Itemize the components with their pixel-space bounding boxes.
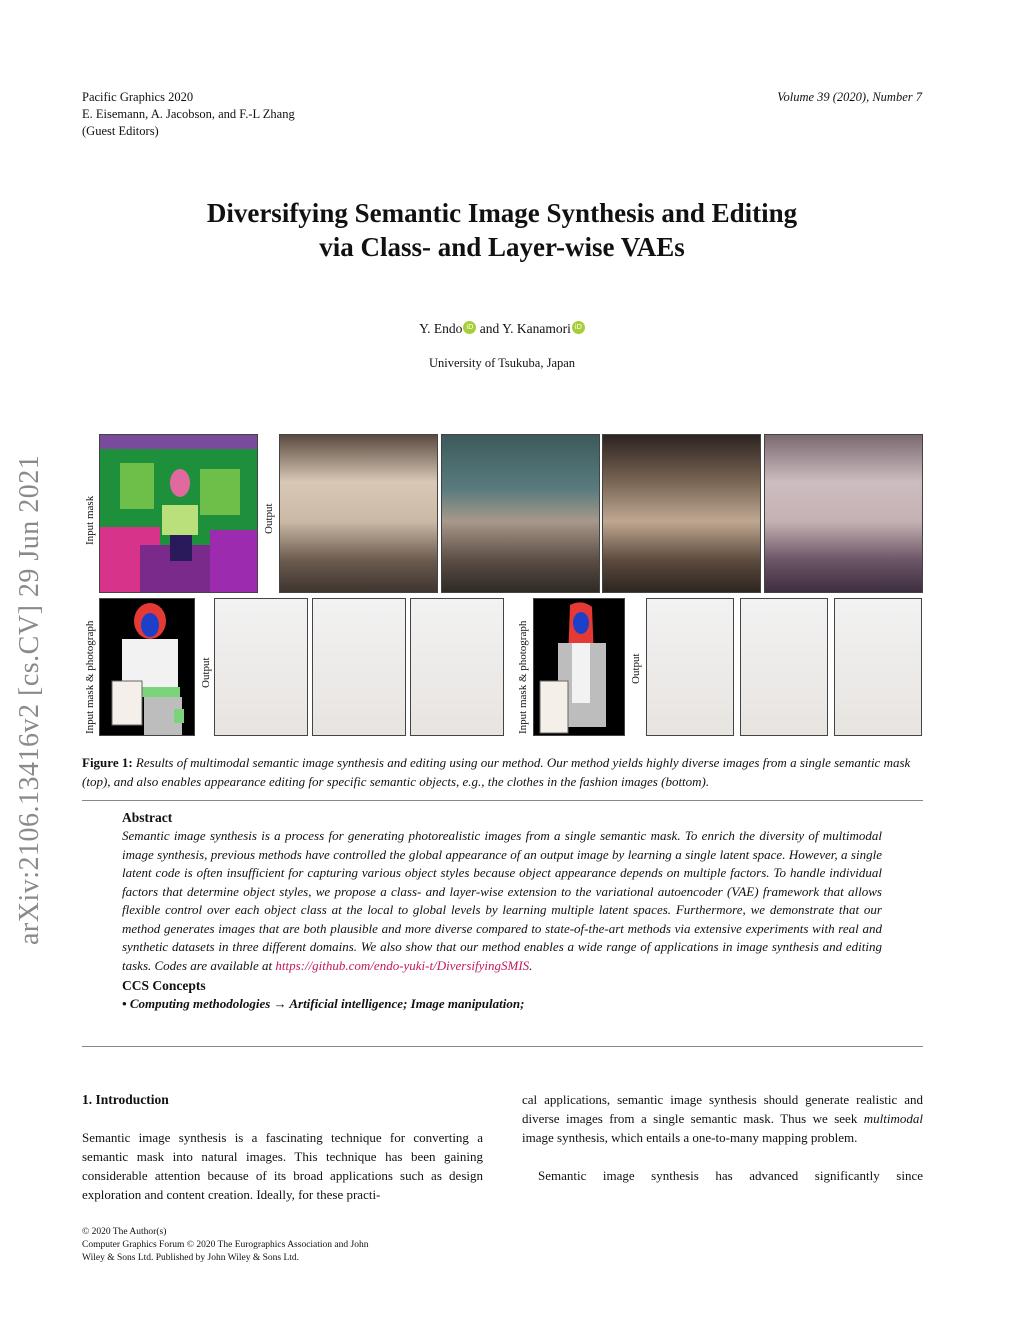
figure-caption [82,753,923,791]
title-line-1: Diversifying Semantic Image Synthesis and Editing [206,198,798,228]
journal-header [82,89,295,140]
paper-title [0,196,1004,264]
author-2: Y. Kanamori [502,321,571,336]
label-input-mask-photo: Input mask & photograph [517,620,529,734]
divider [82,800,923,801]
output-fashion-2 [312,598,406,736]
section-heading: 1. Introduction [82,1092,169,1107]
mask-room-graphic [100,435,258,593]
intro-paragraph-2 [522,1090,923,1147]
intro-column-2 [522,1090,923,1185]
mask-fashion-graphic [534,599,625,736]
abstract-section [122,808,882,1013]
divider [82,1046,923,1047]
output-room-3 [602,434,761,593]
abstract-heading: Abstract [122,810,173,825]
header-line: (Guest Editors) [82,124,159,138]
output-room-2 [441,434,600,593]
ccs-item-a: Computing methodologies [129,996,271,1011]
mask-fashion-graphic [100,599,195,736]
arxiv-stamp: arXiv:2106.13416v2 [cs.CV] 29 Jun 2021 [14,454,45,945]
ccs-heading: CCS Concepts [122,978,206,993]
output-room-4 [764,434,923,593]
arrow-icon: → [273,996,287,1011]
ccs-item-b: Artificial intelligence; Image manipulation; [289,996,525,1011]
affiliation: University of Tsukuba, Japan [428,356,576,370]
author-1: Y. Endo [419,321,463,336]
orcid-icon[interactable]: iD [463,321,476,334]
output-fashion-3 [410,598,504,736]
intro-paragraph-1: Semantic image synthesis is a fascinating technique for converting a semantic mask into natural images. This technique has been gaining considerable attention because of its broad applications such as design exploration and content creation. Ideally, for these practi- [82,1130,483,1202]
ccs-concepts [122,995,882,1013]
semantic-mask-fashion-1 [99,598,195,736]
caption-label: Figure 1: [82,755,133,770]
intro-paragraph-3: Semantic image synthesis has advanced significantly since [538,1168,923,1183]
footer-line: Wiley & Sons Ltd. Published by John Wiley & Sons Ltd. [82,1253,300,1263]
label-output: Output [630,653,642,684]
volume-info: Volume 39 (2020), Number 7 [777,90,922,104]
abstract-text: Semantic image synthesis is a process for generating photorealistic images from a single semantic mask. To enrich the diversity of multimodal image synthesis, previous methods have controlled the global appearance of an output image by learning a single latent space. However, a single latent code is often insufficient for capturing various object styles because object appearance depends on multiple factors. To handle individual factors that determine object styles, we propose a class- and layer-wise extension to the variational autoencoder (VAE) framework that allows flexible control over each object class at the local to global levels by learning multiple latent spaces. Furthermore, we demonstrate that our method generates images that are both plausible and more diverse compared to state-of-the-art methods via extensive experiments with real and synthetic datasets in three different domains. We also show that our method enables a wide range of applications in image synthesis and editing tasks. Codes are available at [122,828,882,973]
header-line: E. Eisemann, A. Jacobson, and F.-L Zhang [82,107,295,121]
authors [0,321,1004,337]
copyright-footer [82,1226,368,1265]
label-input-mask-photo: Input mask & photograph [84,620,96,734]
emphasis: multimodal [863,1111,924,1126]
ccs-bullet: • [122,996,127,1011]
output-fashion-4 [646,598,734,736]
abstract-end: . [529,957,533,973]
abstract-body [122,827,882,975]
label-output: Output [263,503,275,534]
output-fashion-1 [214,598,308,736]
header-line: Pacific Graphics 2020 [82,90,194,104]
code-link[interactable]: https://github.com/endo-yuki-t/DiversifyingSMIS [275,957,530,973]
intro-column-1 [82,1090,483,1204]
label-output: Output [200,657,212,688]
text-run: cal applications, semantic image synthesis should generate realistic and diverse images from a single semantic mask. Thus we seek [522,1092,923,1126]
output-room-1 [279,434,438,593]
semantic-mask-room [99,434,258,593]
text-run: image synthesis, which entails a one-to-many mapping problem. [522,1130,858,1145]
footer-line: Computer Graphics Forum © 2020 The Eurographics Association and John [82,1240,369,1250]
output-fashion-5 [740,598,828,736]
orcid-icon[interactable]: iD [572,321,585,334]
semantic-mask-fashion-2 [533,598,625,736]
label-input-mask: Input mask [84,495,96,545]
output-fashion-6 [834,598,922,736]
footer-line: © 2020 The Author(s) [82,1227,167,1237]
title-line-2: via Class- and Layer-wise VAEs [319,232,685,262]
caption-text: Results of multimodal semantic image synthesis and editing using our method. Our method yields highly diverse images from a single semantic mask (top), and also enables appearance editing for specific semantic objects, e.g., the clothes in the fashion images (bottom). [82,755,911,789]
author-conjunction: and [479,321,500,336]
